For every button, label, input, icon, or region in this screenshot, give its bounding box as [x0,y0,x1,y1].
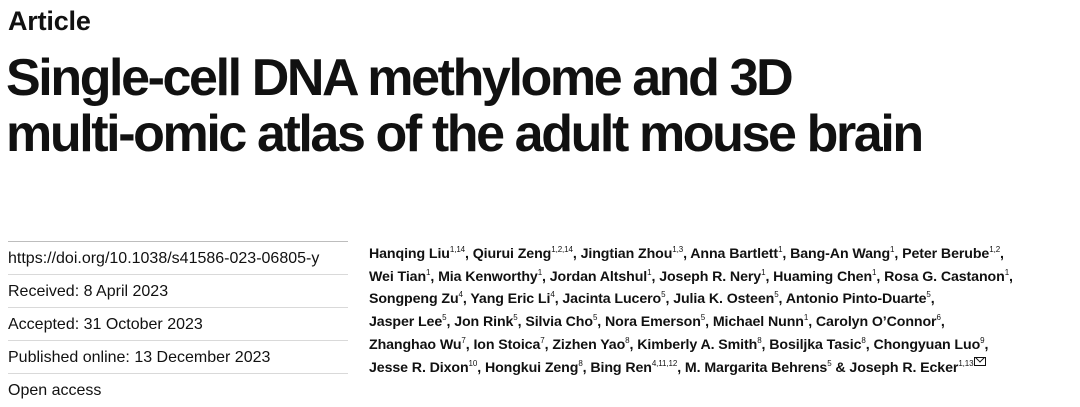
affiliation-marker: 7 [540,335,545,345]
affiliation-marker: 1,14 [449,245,466,254]
affiliation-marker: 1,3 [672,245,684,254]
affiliation-marker: 1,2,14 [551,245,573,254]
received-date: Received: 8 April 2023 [8,274,348,307]
affiliation-marker: 8 [861,335,866,345]
author-name[interactable]: Zizhen Yao$^8$ [552,335,630,353]
title-line: Single-cell DNA methylome and 3D [6,49,792,107]
affiliation-marker: 5 [700,313,706,323]
author-name[interactable]: Jacinta Lucero$^5$ [562,290,666,308]
author-name[interactable]: Yang Eric Li$^4$ [470,290,555,308]
author-line [369,311,1074,334]
affiliation-marker: 8 [757,335,762,345]
author-separator: , [597,314,605,331]
author-separator: , [1009,268,1013,285]
author-name[interactable]: Carolyn O’Connor$^6$ [815,313,941,331]
author-separator: , [930,291,935,308]
author-name[interactable]: Rosa G. Castanon$^1$ [884,267,1010,285]
accepted-date: Accepted: 31 October 2023 [8,307,348,340]
author-name[interactable]: Anna Bartlett$^1$ [690,245,783,262]
author-line [369,266,1074,289]
affiliation-marker: 5 [513,313,518,323]
affiliation-marker: 10 [468,358,478,368]
affiliation-marker: 1 [426,267,431,277]
author-separator: , [765,268,774,285]
author-name[interactable]: M. Margarita Behrens$^5$ [684,358,832,376]
author-separator: , [462,291,471,308]
affiliation-marker: 4,11,12 [651,358,678,368]
author-separator: , [894,246,903,262]
affiliation-marker: 4 [458,290,463,300]
open-access-label: Open access [8,373,348,406]
affiliation-marker: 5 [827,358,832,368]
affiliation-marker: 8 [625,335,630,345]
author-separator: , [477,359,485,376]
affiliation-marker: 8 [578,358,583,368]
affiliation-marker: 5 [592,313,598,323]
author-name[interactable]: Hanqing Liu$^{1,14}$ [369,245,466,262]
envelope-icon[interactable] [974,357,986,366]
author-separator: , [651,268,660,285]
author-separator: , [808,314,816,331]
author-separator: , [865,336,874,353]
author-name[interactable]: Hongkui Zeng$^8$ [484,358,583,376]
affiliation-marker: 5 [926,290,931,300]
author-name[interactable]: Michael Nunn$^1$ [712,313,809,331]
affiliation-marker: 7 [461,335,466,345]
affiliation-marker: 1,2 [989,245,1001,254]
affiliation-marker: 1 [537,267,543,277]
author-name[interactable]: Bosiljka Tasic$^8$ [769,335,866,353]
affiliation-marker: 5 [661,290,666,300]
author-separator: , [582,359,591,376]
title-line: multi-omic atlas of the adult mouse brain [6,105,922,163]
author-separator: , [940,314,945,331]
affiliation-marker: 1 [761,267,766,277]
author-name[interactable]: Julia K. Osteen$^5$ [673,290,779,308]
author-name[interactable]: Joseph R. Ecker$^{1,13}$ [849,360,986,376]
author-name[interactable]: Chongyuan Luo$^9$ [873,335,985,353]
author-separator: , [465,336,474,353]
author-separator: , [430,268,439,285]
author-line [369,357,1074,380]
author-name[interactable]: Wei Tian$^1$ [369,267,431,285]
affiliation-marker: 5 [774,290,779,300]
author-name[interactable]: Jasper Lee$^5$ [369,313,447,331]
author-separator: , [677,359,685,376]
affiliation-marker: 1 [803,313,809,323]
author-separator: , [782,246,791,262]
author-separator: , [446,314,455,331]
author-name[interactable]: Antonio Pinto-Duarte$^5$ [785,290,931,308]
author-name[interactable]: Jon Rink$^5$ [454,313,518,331]
affiliation-marker: 4 [550,290,555,300]
author-separator: , [778,291,786,308]
author-separator: , [554,291,563,308]
author-separator: , [876,268,885,285]
author-name[interactable]: Joseph R. Nery$^1$ [659,267,766,285]
affiliation-marker: 1 [890,245,895,254]
author-line [369,243,1074,266]
author-list [369,243,1074,379]
article-title [6,50,922,162]
author-name[interactable]: Jordan Altshul$^1$ [549,267,652,285]
author-separator: , [542,268,550,285]
author-name[interactable]: Ion Stoica$^7$ [473,335,545,353]
affiliation-marker: 9 [980,335,985,345]
author-name[interactable]: Huaming Chen$^1$ [773,267,877,285]
author-name[interactable]: Jesse R. Dixon$^{10}$ [369,358,478,376]
author-name[interactable]: Peter Berube$^{1,2}$ [902,245,1001,262]
article-type-label: Article [8,6,91,36]
author-line [369,288,1074,311]
author-name[interactable]: Bang-An Wang$^1$ [790,245,895,262]
author-name[interactable]: Mia Kenworthy$^1$ [438,267,543,285]
article-metadata [8,241,348,406]
author-name[interactable]: Silvia Cho$^5$ [525,313,598,331]
affiliation-marker: 1,13 [958,358,974,368]
author-name[interactable]: Songpeng Zu$^4$ [369,290,463,308]
affiliation-marker: 1 [1004,267,1010,277]
author-name[interactable]: Zhanghao Wu$^7$ [369,335,466,353]
affiliation-marker: 1 [778,245,783,254]
affiliation-marker: 5 [442,313,447,323]
author-separator: , [984,336,989,353]
author-name[interactable]: Jingtian Zhou$^{1,3}$ [580,245,684,262]
author-name[interactable]: Nora Emerson$^5$ [604,313,706,331]
author-separator: , [572,246,581,262]
published-date: Published online: 13 December 2023 [8,340,348,373]
author-separator: , [629,336,638,353]
author-separator: , [465,246,473,262]
author-name[interactable]: Qiurui Zeng$^{1,2,14}$ [472,245,573,262]
author-separator: , [544,336,553,353]
author-separator: , [705,314,713,331]
author-line [369,334,1074,357]
author-name[interactable]: Bing Ren$^{4,11,12}$ [590,358,678,376]
affiliation-marker: 1 [872,267,877,277]
affiliation-marker: 6 [936,313,941,323]
doi-link[interactable]: https://doi.org/10.1038/s41586-023-06805-y [8,241,348,274]
author-separator: , [665,291,674,308]
author-separator: & [831,359,850,376]
author-name[interactable]: Kimberly A. Smith$^8$ [637,335,762,353]
affiliation-marker: 1 [647,267,652,277]
author-separator: , [683,246,691,262]
author-separator: , [517,314,526,331]
author-separator: , [1000,246,1004,262]
author-separator: , [761,336,770,353]
